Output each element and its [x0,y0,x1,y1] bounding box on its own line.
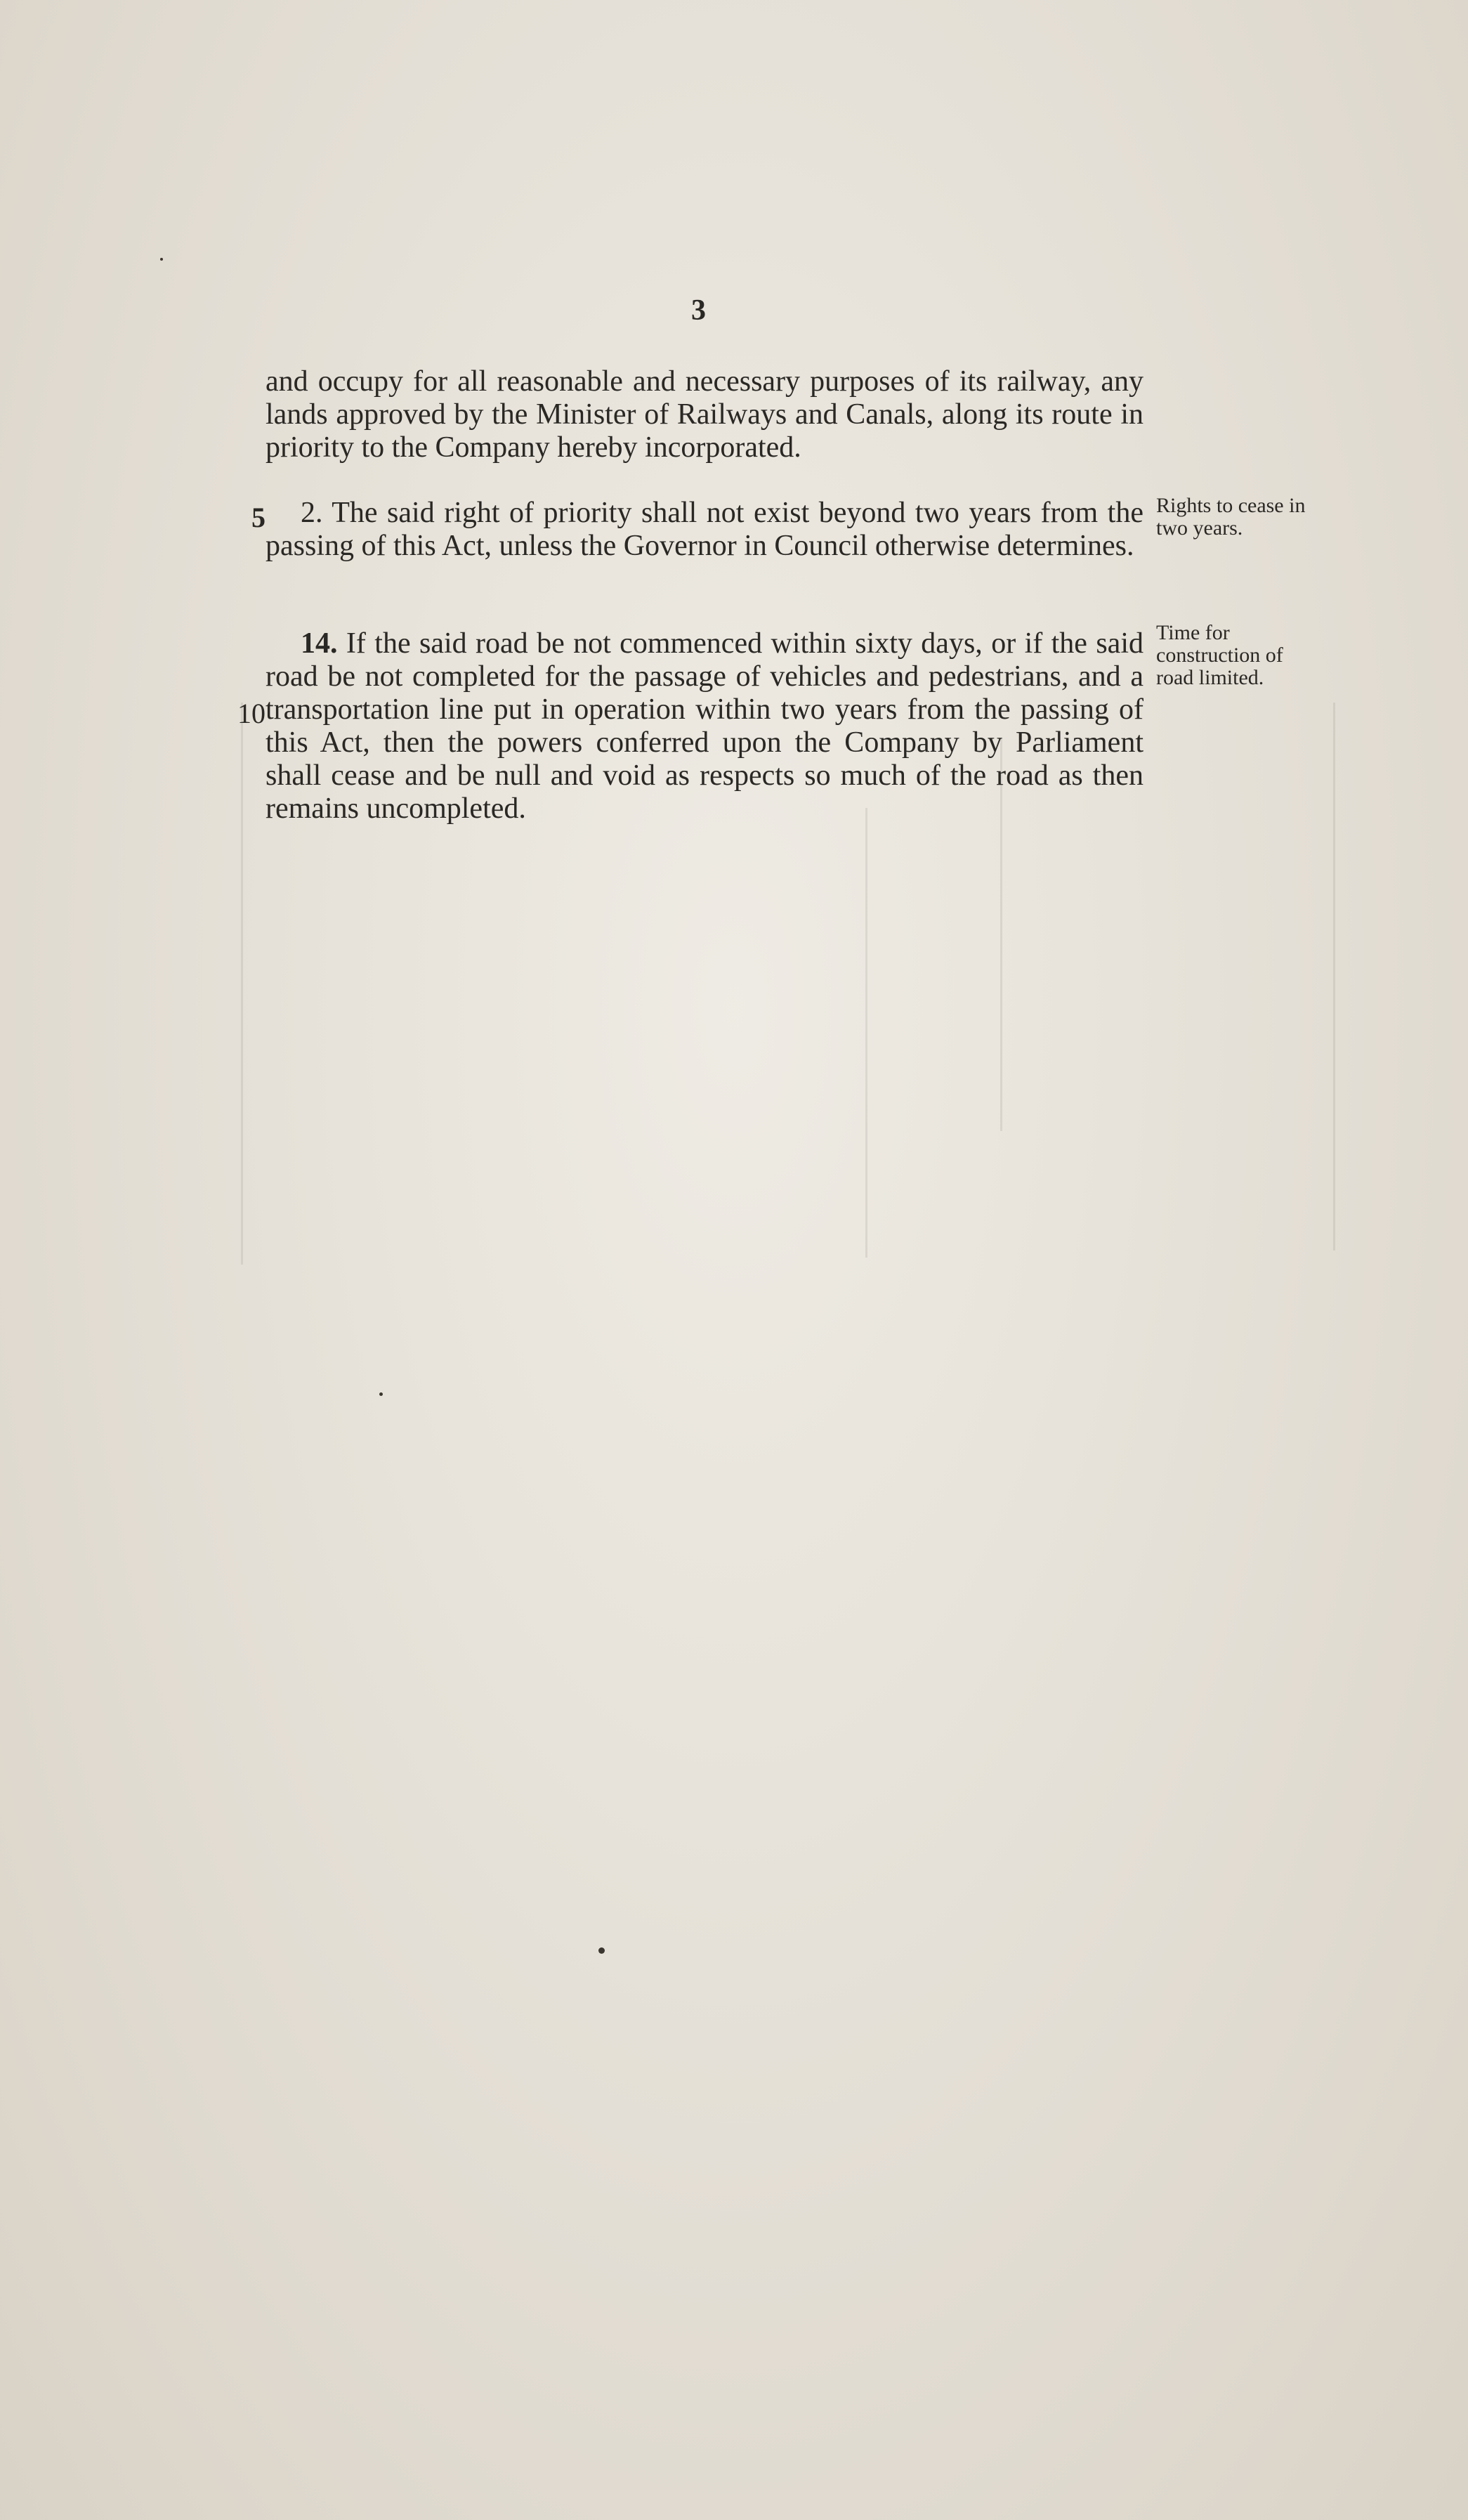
section-2 [266,497,1143,563]
section-14-text: If the said road be not commenced within sixty days, or if the said road be not completed for the passage of vehicles and pedestrians, and a transportation line put in operation within two years from the passing of this Act, then the powers conferred upon the Company by Parliament shall cease and be null and void as respects so much of the road as then remains uncompleted. [266,627,1143,825]
bleed-through-rule [241,703,243,1265]
bleed-through-rule [1333,703,1335,1251]
section-14 [266,627,1143,825]
line-number-10: 10 [237,698,266,729]
paper-speck [160,258,163,261]
paper-speck [379,1392,383,1396]
margin-note-time-for-construction: Time for construction of road limited. [1156,621,1283,689]
margin-note-rights-to-cease: Rights to cease in two years. [1156,494,1306,540]
bleed-through-rule [865,808,867,1258]
continuation-paragraph [266,365,1143,464]
line-number-5: 5 [251,502,266,533]
section-14-paragraph [266,627,1143,825]
continuation-text: and occupy for all reasonable and necessary purposes of its railway, any lands approved by the Minister of Railways and Canals, along its route in priority to the Company hereby incorporated. [266,365,1143,464]
section-14-number: 14. [301,627,338,660]
section-2-text: 2. The said right of priority shall not exist beyond two years from the passing of this Act, unless the Governor in Council otherwise determines. [266,497,1143,562]
paper-speck [598,1947,605,1954]
page-number: 3 [691,294,706,327]
